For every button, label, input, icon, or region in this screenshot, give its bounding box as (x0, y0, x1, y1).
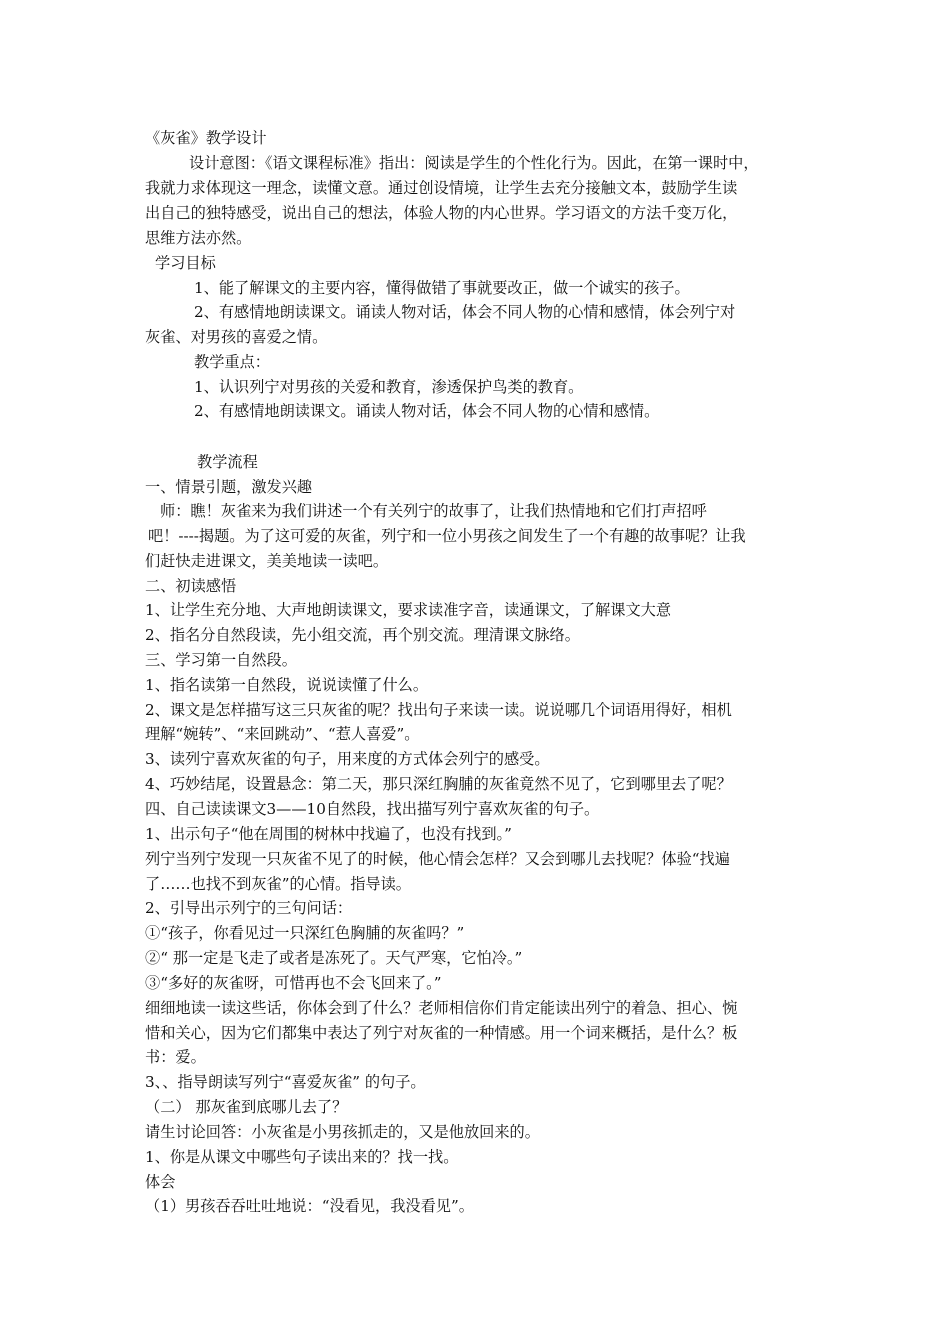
flow-line: 1、出示句子“他在周围的树林中找遍了，也没有找到。” (145, 825, 512, 843)
flow-line: （二） 那灰雀到底哪儿去了？ (145, 1098, 348, 1116)
intent-line-4: 思维方法亦然。 (145, 229, 252, 247)
flow-line: 3、、指导朗读写列宁“喜爱灰雀” 的句子。 (145, 1073, 426, 1091)
goal-2: 2、有感情地朗读课文。诵读人物对话，体会不同人物的心情和感情，体会列宁对 (194, 303, 736, 321)
flow-line: 2、课文是怎样描写这三只灰雀的呢？找出句子来读一读。说说哪几个词语用得好，相机 (145, 701, 732, 719)
flow-line: （1）男孩吞吞吐吐地说：“没看见，我没看见”。 (145, 1197, 474, 1215)
flow-line: 们赶快走进课文，美美地读一读吧。 (145, 552, 388, 570)
flow-line: 2、引导出示列宁的三句问话： (145, 899, 353, 917)
flow-line: ③“多好的灰雀呀，可惜再也不会飞回来了。” (145, 974, 442, 992)
flow-line: 二、初读感悟 (145, 577, 237, 595)
flow-line: ②“ 那一定是飞走了或者是冻死了。天气严寒，它怕冷。” (145, 949, 523, 967)
flow-line: 列宁当列宁发现一只灰雀不见了的时候，他心情会怎样？又会到哪儿去找呢？体验“找遍 (145, 850, 730, 868)
flow-line: 1、指名读第一自然段，说说读懂了什么。 (145, 676, 429, 694)
flow-line: 一、情景引题，激发兴趣 (145, 478, 313, 496)
flow-line: 1、让学生充分地、大声地朗读课文，要求读准字音，读通课文，了解课文大意 (145, 601, 672, 619)
focus-1: 1、认识列宁对男孩的关爱和教育，渗透保护鸟类的教育。 (194, 378, 584, 396)
goals-heading: 学习目标 (155, 254, 216, 272)
flow-line: 了……也找不到灰雀”的心情。指导读。 (145, 875, 411, 893)
flow-line: 细细地读一读这些话，你体会到了什么？老师相信你们肯定能读出列宁的着急、担心、惋 (145, 999, 738, 1017)
goal-1: 1、能了解课文的主要内容，懂得做错了事就要改正，做一个诚实的孩子。 (194, 279, 690, 297)
flow-heading: 教学流程 (197, 453, 258, 471)
flow-line: 3、读列宁喜欢灰雀的句子，用来度的方式体会列宁的感受。 (145, 750, 550, 768)
flow-line: 惜和关心，因为它们都集中表达了列宁对灰雀的一种情感。用一个词来概括，是什么？板 (145, 1024, 738, 1042)
intent-line-3: 出自己的独特感受，说出自己的想法，体验人物的内心世界。学习语文的方法千变万化， (145, 204, 738, 222)
flow-line: 1、你是从课文中哪些句子读出来的？找一找。 (145, 1148, 459, 1166)
flow-line: 理解“婉转”、“来回跳动”、“惹人喜爱”。 (145, 725, 420, 743)
focus-2: 2、有感情地朗读课文。诵读人物对话，体会不同人物的心情和感情。 (194, 402, 660, 420)
flow-line: 四、自己读读课文3——10自然段，找出描写列宁喜欢灰雀的句子。 (145, 800, 600, 818)
focus-heading: 教学重点： (194, 353, 270, 371)
flow-line: 三、学习第一自然段。 (145, 651, 297, 669)
flow-line: 师：瞧！灰雀来为我们讲述一个有关列宁的故事了，让我们热情地和它们打声招呼 (160, 502, 707, 520)
intent-line-2: 我就力求体现这一理念，读懂文意。通过创设情境，让学生去充分接触文本，鼓励学生读 (145, 179, 738, 197)
flow-line: 请生讨论回答：小灰雀是小男孩抓走的，又是他放回来的。 (145, 1123, 540, 1141)
flow-line: 4、巧妙结尾，设置悬念：第二天，那只深红胸脯的灰雀竟然不见了，它到哪里去了呢？ (145, 775, 732, 793)
flow-line: 2、指名分自然段读，先小组交流，再个别交流。理清课文脉络。 (145, 626, 580, 644)
flow-line: ①“孩子，你看见过一只深红色胸脯的灰雀吗？” (145, 924, 465, 942)
flow-line: 体会 (145, 1173, 176, 1191)
goal-2-cont: 灰雀、对男孩的喜爱之情。 (145, 328, 328, 346)
flow-line: 书：爱。 (145, 1048, 206, 1066)
doc-title: 《灰雀》教学设计 (145, 129, 267, 147)
flow-line: 吧！----揭题。为了这可爱的灰雀，列宁和一位小男孩之间发生了一个有趣的故事呢？让我 (148, 527, 746, 545)
intent-line-1: 设计意图：《语文课程标准》指出：阅读是学生的个性化行为。因此，在第一课时中， (189, 154, 759, 172)
